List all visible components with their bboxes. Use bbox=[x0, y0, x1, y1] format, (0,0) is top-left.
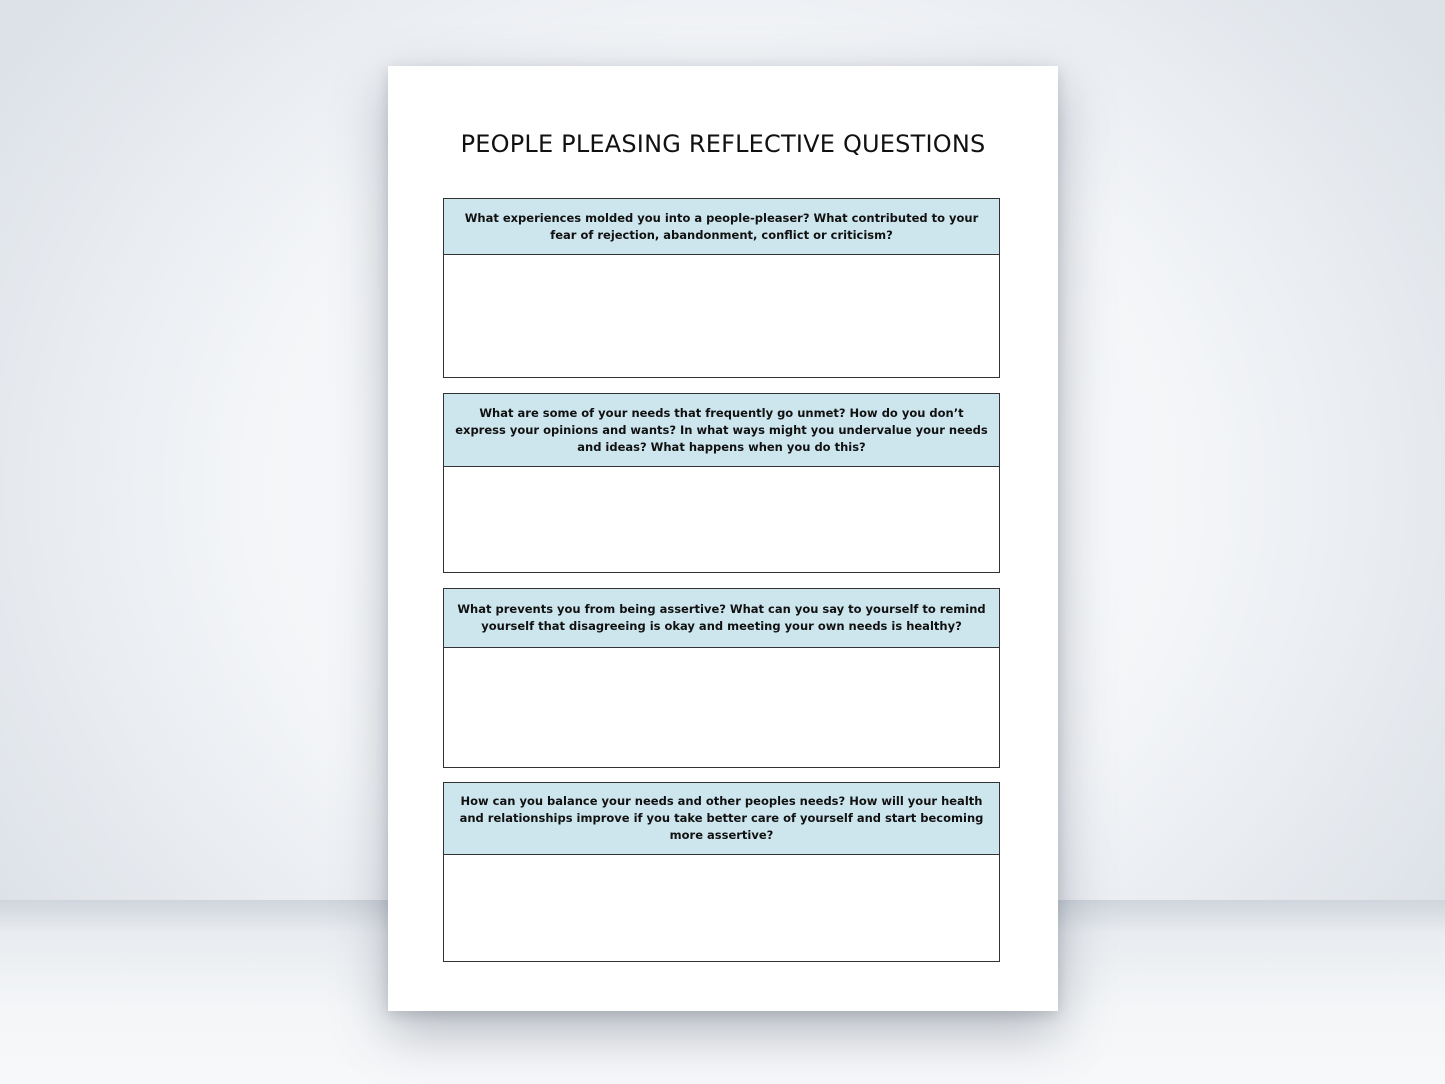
question-box-3 bbox=[443, 588, 1000, 768]
answer-area-4[interactable] bbox=[444, 855, 999, 961]
answer-area-2[interactable] bbox=[444, 467, 999, 572]
question-prompt-4: How can you balance your needs and other peoples needs? How will your health and relationships improve if you take better care of yourself and start becoming more assertive? bbox=[444, 783, 999, 855]
question-box-4 bbox=[443, 782, 1000, 962]
answer-area-1[interactable] bbox=[444, 255, 999, 377]
question-box-1 bbox=[443, 198, 1000, 378]
question-prompt-1: What experiences molded you into a people-pleaser? What contributed to your fear of rejection, abandonment, conflict or criticism? bbox=[444, 199, 999, 255]
page-title: PEOPLE PLEASING REFLECTIVE QUESTIONS bbox=[460, 130, 986, 158]
question-prompt-2: What are some of your needs that frequently go unmet? How do you don’t express your opinions and wants? In what ways might you undervalue your needs and ideas? What happens when you do this? bbox=[444, 394, 999, 467]
worksheet-page bbox=[388, 66, 1058, 1011]
question-box-2 bbox=[443, 393, 1000, 573]
question-prompt-3: What prevents you from being assertive? What can you say to yourself to remind yourself that disagreeing is okay and meeting your own needs is healthy? bbox=[444, 589, 999, 648]
answer-area-3[interactable] bbox=[444, 648, 999, 767]
